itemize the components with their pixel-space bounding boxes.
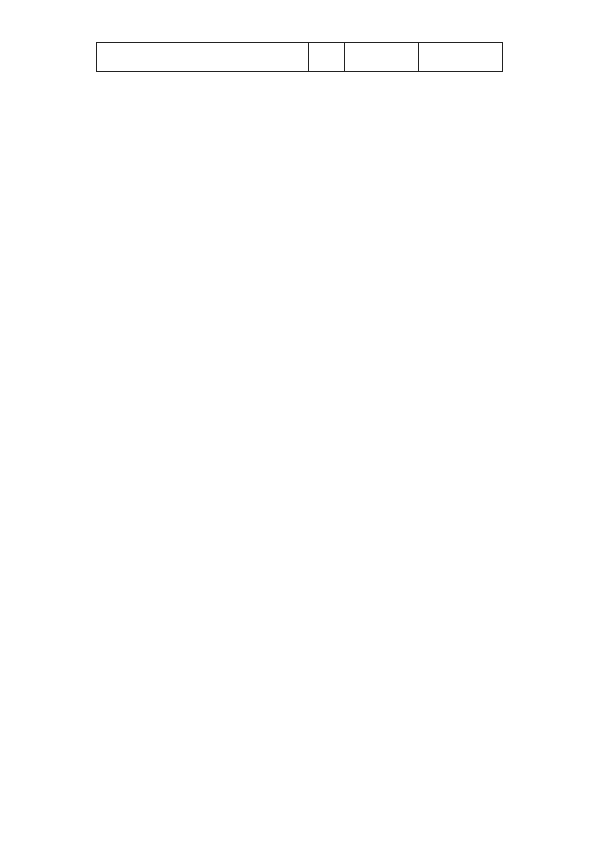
header-school: [97, 43, 309, 72]
admissions-table: [96, 42, 503, 72]
header-capacity: [419, 43, 503, 72]
header-group: [309, 43, 345, 72]
header-dept: [345, 43, 419, 72]
header-row: [97, 43, 503, 72]
